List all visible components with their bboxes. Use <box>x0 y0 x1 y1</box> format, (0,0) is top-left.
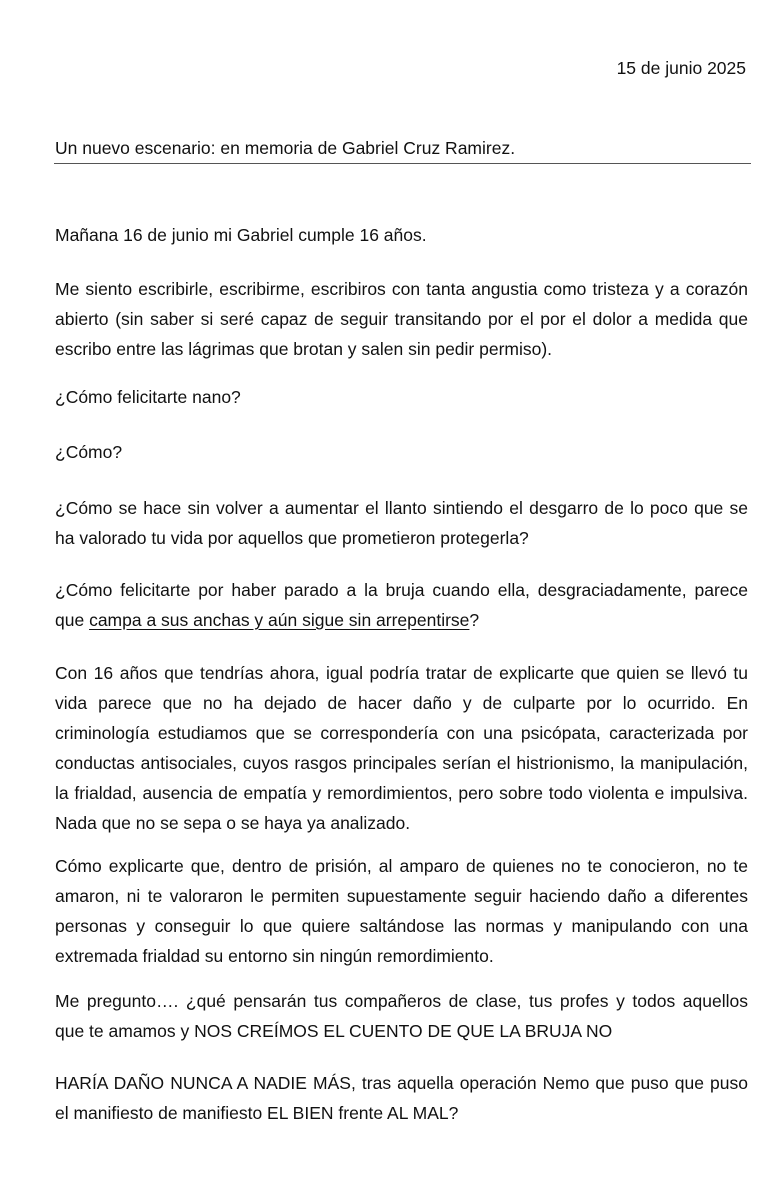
paragraph-5: ¿Cómo se hace sin volver a aumentar el llanto sintiendo el desgarro de lo poco que se ha valorado tu vida por aquellos que prometieron protegerla? <box>55 498 748 548</box>
document-title: Un nuevo escenario: en memoria de Gabriel Cruz Ramirez. <box>55 138 516 158</box>
title-divider <box>54 163 751 164</box>
paragraph-6 <box>55 575 748 635</box>
paragraph-7: Con 16 años que tendrías ahora, igual podría tratar de explicarte que quien se llevó tu vida parece que no ha dejado de hacer daño y de culparte por lo ocurrido. En criminología estudiamos que se correspondería con una psicópata, caracterizada por conductas antisociales, cuyos rasgos principales serían el histrionismo, la manipulación, la frialdad, ausencia de empatía y remordimientos, pero sobre todo violenta e impulsiva. Nada que no se sepa o se haya ya analizado. <box>55 663 748 833</box>
paragraph-1: Mañana 16 de junio mi Gabriel cumple 16 años. <box>55 225 427 245</box>
paragraph-3: ¿Cómo felicitarte nano? <box>55 387 241 407</box>
paragraph-6-end: ? <box>469 610 480 630</box>
paragraph-10: HARÍA DAÑO NUNCA A NADIE MÁS, tras aquella operación Nemo que puso que puso el manifiesto de manifiesto EL BIEN frente AL MAL? <box>55 1073 748 1123</box>
underlined-phrase: campa a sus anchas y aún sigue sin arrepentirse <box>89 610 470 630</box>
paragraph-8: Cómo explicarte que, dentro de prisión, al amparo de quienes no te conocieron, no te amaron, ni te valoraron le permiten supuestamente seguir haciendo daño a diferentes personas y conseguir lo que quiere saltándose las normas y manipulando con una extremada frialdad su entorno sin ningún remordimiento. <box>55 856 748 966</box>
paragraph-4: ¿Cómo? <box>55 442 123 462</box>
paragraph-6-text: ¿Cómo felicitarte por haber parado a la bruja cuando ella, desgraciadamente, parece que <box>55 580 748 630</box>
paragraph-2: Me siento escribirle, escribirme, escribiros con tanta angustia como tristeza y a corazón abierto (sin saber si seré capaz de seguir transitando por el por el dolor a medida que escribo entre las lágrimas que brotan y salen sin pedir permiso). <box>55 279 748 359</box>
paragraph-9: Me pregunto…. ¿qué pensarán tus compañeros de clase, tus profes y todos aquellos que te amamos y NOS CREÍMOS EL CUENTO DE QUE LA BRUJA NO <box>55 991 748 1041</box>
document-date: 15 de junio 2025 <box>616 58 746 78</box>
